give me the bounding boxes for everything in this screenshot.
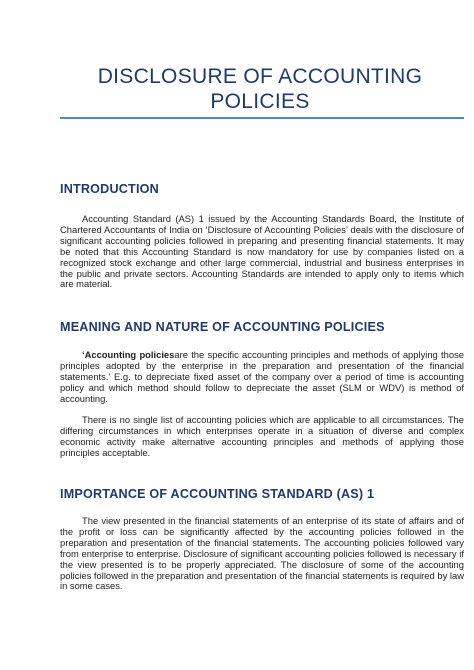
definition-paragraph [60,350,464,405]
section-heading-meaning-nature: MEANING AND NATURE OF ACCOUNTING POLICIES [60,320,385,334]
section-heading-importance: IMPORTANCE OF ACCOUNTING STANDARD (AS) 1 [60,487,375,501]
document-title [60,64,460,114]
introduction-paragraph [60,214,464,290]
document-title-line-1: DISCLOSURE OF ACCOUNTING [97,65,423,88]
accounting-policies-paragraph [60,415,464,459]
importance-paragraph [60,516,464,592]
introduction-text: Accounting Standard (AS) 1 issued by the Accounting Standards Board, the Institute of Chartered Accountants of India on ‘Disclosure of Accounting Policies’ deals with the disclosure of significant accounting policies followed in preparing and presenting financial statements. It may be noted that this Accounting Standard is now mandatory for use by companies listed on a recognized stock exchange and other large commercial, industrial and business enterprises in the public and private sectors. Accounting Standards are intended to apply only to items which are material. [60,213,464,290]
importance-text: The view presented in the financial statements of an enterprise of its state of affairs and of the profit or loss can be significantly affected by the accounting policies followed in the preparation and presentation of the financial statements. The accounting policies followed vary from enterprise to enterprise. Disclosure of significant accounting policies followed is necessary if the view presented is to be properly appreciated. The disclosure of some of the accounting policies followed in the preparation and presentation of the financial statements is required by law in some cases. [60,515,464,592]
title-underline-rule [60,117,464,119]
definition-term: ‘Accounting policies [82,349,175,360]
definition-text: are the specific accounting principles and methods of applying those principles adopted by the enterprise in the preparation and presentation of the financial statements.’ E.g. to depreciate fixed asset of the company over a period of time is accounting policy and which method should follow to depreciate the asset (SLM or WDV) is method of accounting. [60,349,464,404]
section-heading-introduction: INTRODUCTION [60,182,159,196]
accounting-policies-text: There is no single list of accounting policies which are applicable to all circumstances. The differing circumstances in which enterprises operate in a situation of diverse and complex economic activity make alternative accounting principles and methods of applying those principles acceptable. [60,414,464,458]
document-title-line-2: POLICIES [210,90,310,113]
